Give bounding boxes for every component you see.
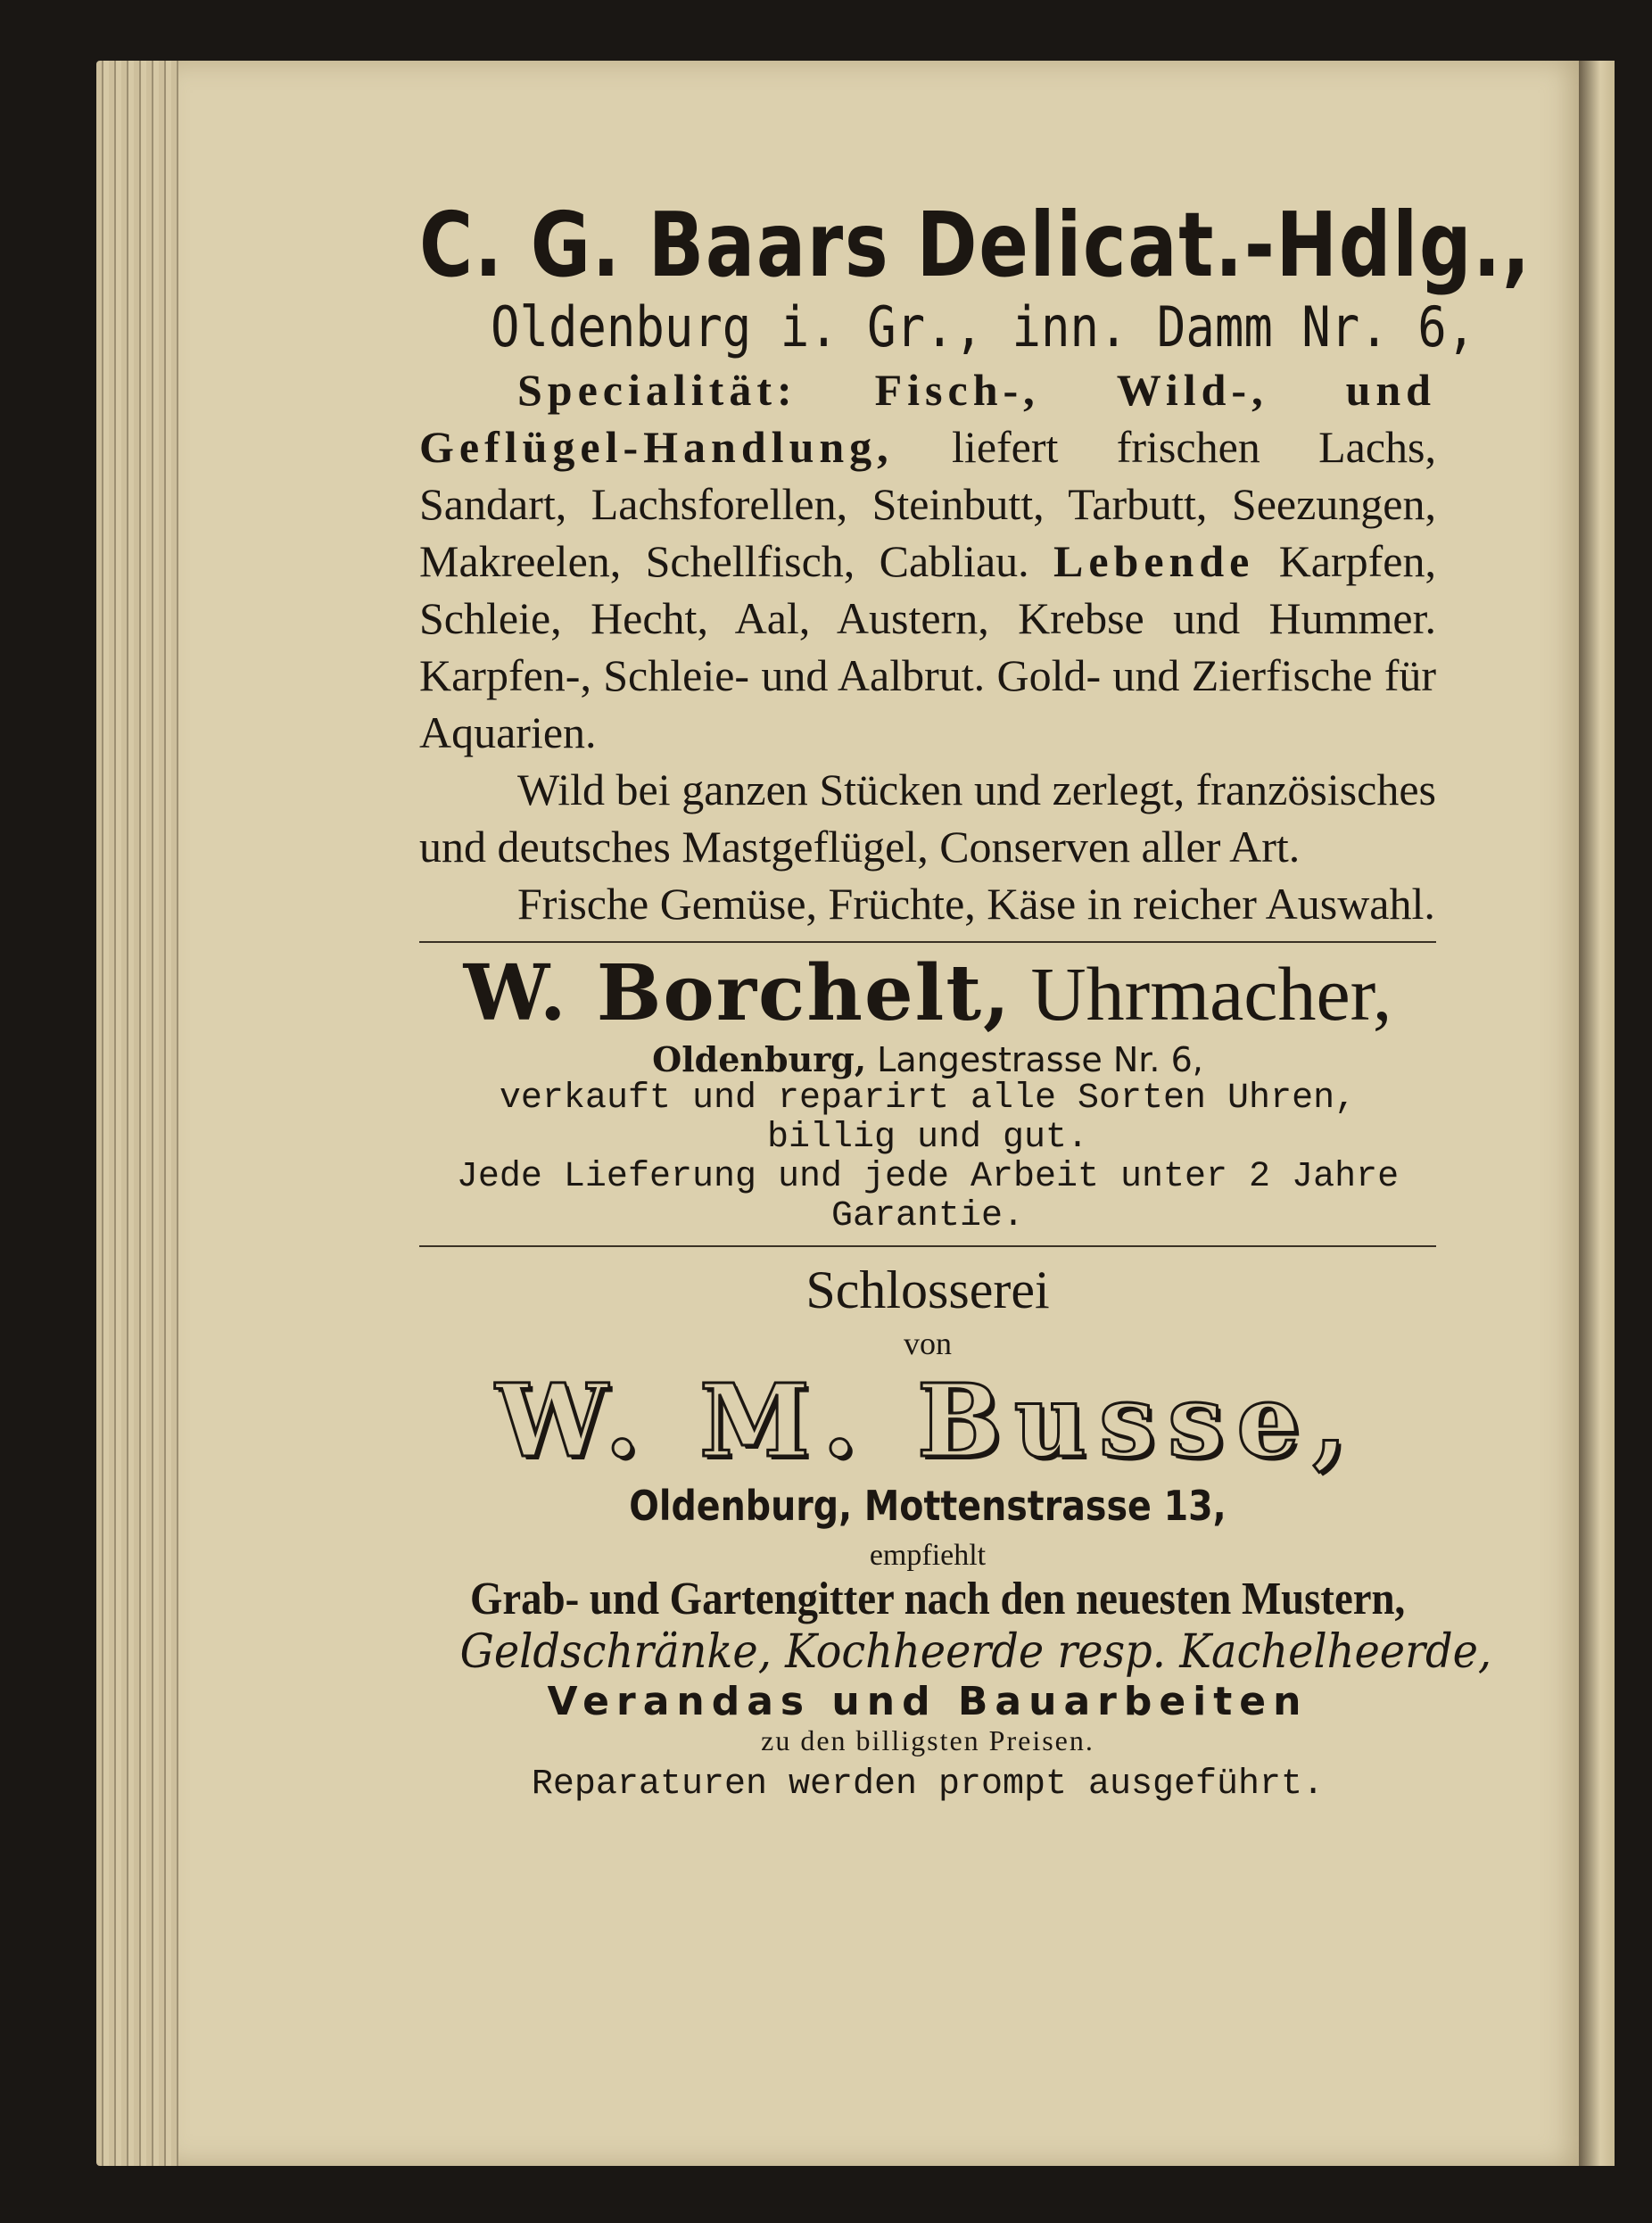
ad-busse-empfiehlt: empfiehlt [869, 1539, 987, 1573]
ad-busse-line4: zu den billigsten Preisen. [761, 1724, 1094, 1757]
ad-busse [419, 1260, 1492, 1806]
ad-borchelt-address [419, 1039, 1436, 1079]
ad-borchelt-line3: Jede Lieferung und jede Arbeit unter 2 Jahre [456, 1157, 1400, 1198]
ad-borchelt-trade: Uhrmacher, [1012, 951, 1392, 1037]
ad-baars-lebende: Lebende [1053, 536, 1255, 587]
book-gutter [1579, 61, 1615, 2166]
ad-busse-line3: Verandas und Bauarbeiten [547, 1679, 1309, 1725]
ad-borchelt-line2: billig und gut. [766, 1118, 1089, 1159]
ad-baars-para2: Wild bei ganzen Stücken und zerlegt, französisches und deutsches Mastgeflügel, Conserven aller Art. [419, 764, 1436, 872]
ad-baars-para1 [419, 361, 1436, 761]
ad-busse-address: Oldenburg, Mottenstrasse 13, [629, 1482, 1227, 1531]
ad-borchelt-line1: verkauft und reparirt alle Sorten Uhren, [499, 1078, 1357, 1120]
ad-baars [419, 193, 1532, 932]
ad-borchelt-city: Oldenburg, [652, 1039, 867, 1080]
ad-busse-von: von [904, 1326, 952, 1362]
ad-borchelt [419, 948, 1436, 1237]
ad-busse-heading: Schlosserei [805, 1260, 1050, 1320]
advertisement-page [419, 193, 1532, 1806]
ad-busse-line1: Grab- und Gartengitter nach den neuesten Mustern, [470, 1574, 1406, 1625]
ad-borchelt-title [419, 948, 1436, 1039]
ad-borchelt-line4: Garantie. [830, 1196, 1025, 1237]
ad-baars-goods2: Karpfen, Schleie, Hecht, Aal, Austern, Krebse und Hummer. Karpfen-, Schleie- und Aalbrut. Gold- und Zierfische für Aquarien. [419, 536, 1436, 758]
ad-borchelt-street: Langestrasse Nr. 6, [866, 1040, 1203, 1080]
ad-borchelt-name: W. Borchelt, [463, 948, 1012, 1039]
ad-baars-para3: Frische Gemüse, Früchte, Käse in reicher Auswahl. [517, 879, 1435, 930]
divider [419, 941, 1436, 943]
ad-busse-name: W. M. Busse, [495, 1363, 1360, 1481]
ad-busse-line5: Reparaturen werden prompt ausgeführt. [531, 1764, 1325, 1806]
ad-baars-address: Oldenburg i. Gr., inn. Damm Nr. 6, [491, 294, 1476, 359]
ad-baars-goods: liefert frischen Lachs, Sandart, Lachsforellen, Steinbutt, Tarbutt, Seezungen, Makreelen, Schellfisch, Cabliau. [419, 422, 1436, 587]
ad-baars-title: C. G. Baars Delicat.-Hdlg., [419, 193, 1532, 297]
divider [419, 1245, 1436, 1247]
ad-busse-line2: Geldschränke, Kochheerde resp. Kachelheerde, [459, 1625, 1492, 1680]
ad-baars-specialty: Specialität: Fisch-, Wild-, und Geflügel-Handlung, [419, 365, 1436, 473]
